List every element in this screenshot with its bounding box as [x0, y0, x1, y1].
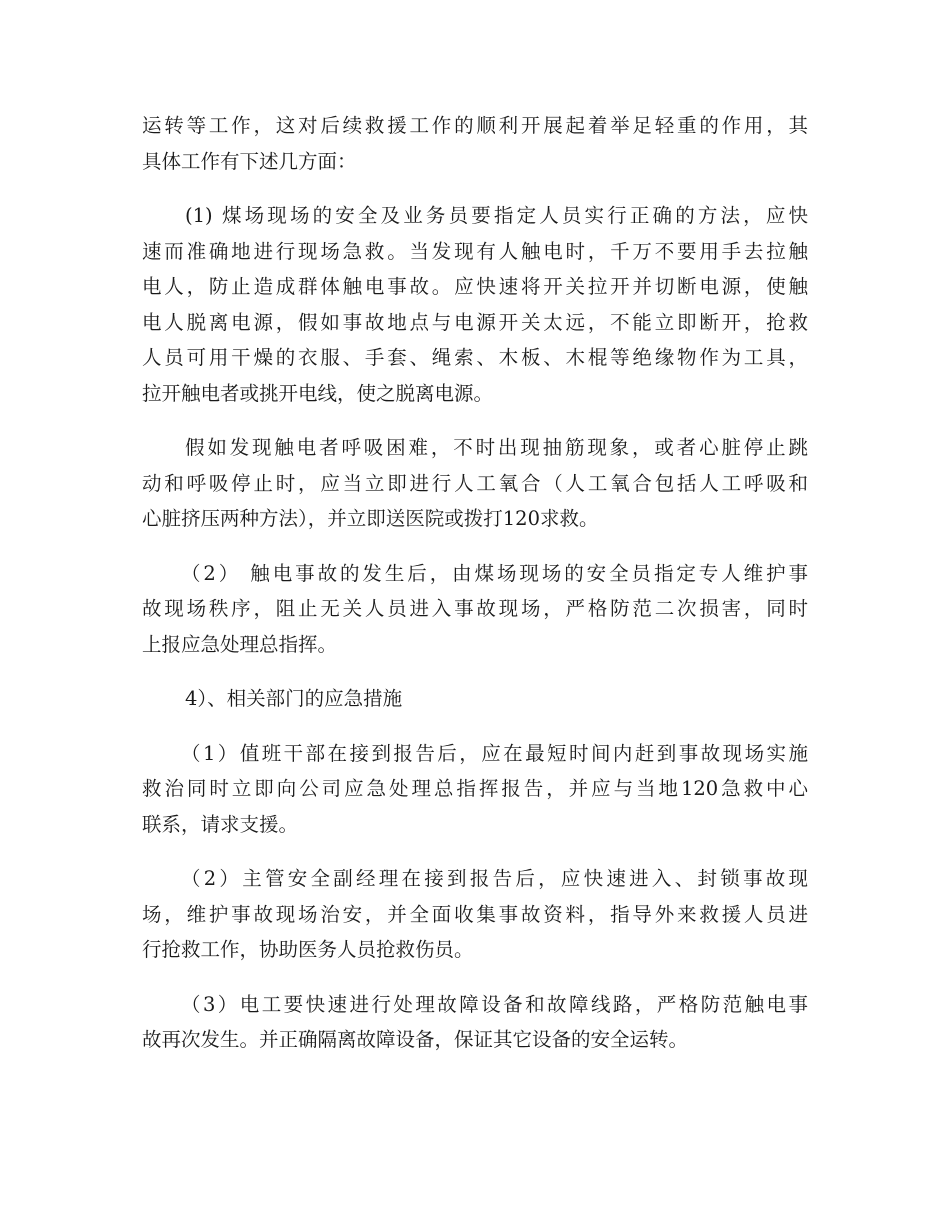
text-line: 心脏挤压两种方法），并立即送医院或拨打120求救。 [142, 507, 599, 530]
text-line: 速而准确地进行现场急救。当发现有人触电时，千万不要用手去拉触 [142, 239, 808, 263]
text-line: 联系，请求支援。 [142, 812, 299, 836]
text-line: （3）电工要快速进行处理故障设备和故障线路，严格防范触电事 [181, 992, 808, 1016]
text-line: 故现场秩序，阻止无关人员进入事故现场，严格防范二次损害，同时 [142, 597, 808, 620]
text-line: 行抢救工作，协助医务人员抢救伤员。 [142, 938, 474, 961]
text-line: 运转等工作，这对后续救援工作的顺利开展起着举足轻重的作用，其 [142, 114, 808, 137]
text-line: （2）主管安全副经理在接到报告后，应快速进入、封锁事故现 [181, 867, 808, 890]
heading-text: 4）、相关部门的应急措施 [185, 687, 403, 710]
text-line: 救治同时立即向公司应急处理总指挥报告，并应与当地120急救中心 [142, 777, 808, 800]
paragraph-duty-officer [142, 736, 808, 843]
paragraph-breathing [142, 430, 808, 537]
text-line: 电人脱离电源，假如事故地点与电源开关太远，不能立即断开，抢救 [142, 310, 808, 334]
text-line: （2） 触电事故的发生后，由煤场现场的安全员指定专人维护事 [181, 561, 808, 585]
text-line: 电人，防止造成群体触电事故。应快速将开关拉开并切断电源，使触 [142, 275, 808, 298]
text-line: 动和呼吸停止时，应当立即进行人工氧合（人工氧合包括人工呼吸和 [142, 471, 808, 495]
paragraph-safety-manager [142, 861, 808, 968]
document-body [142, 108, 808, 1077]
section-heading [142, 681, 808, 717]
paragraph-electrician [142, 987, 808, 1058]
text-line: 拉开触电者或挑开电线，使之脱离电源。 [142, 381, 494, 405]
paragraph-continuation [142, 108, 808, 179]
text-line: （1）值班干部在接到报告后，应在最短时间内赶到事故现场实施 [181, 741, 808, 765]
text-line: 人员可用干燥的衣服、手套、绳索、木板、木棍等绝缘物作为工具， [142, 346, 808, 369]
text-line: (1) 煤场现场的安全及业务员要指定人员实行正确的方法，应快 [185, 204, 808, 227]
paragraph-item-2 [142, 556, 808, 663]
text-line: 上报应急处理总指挥。 [142, 632, 338, 656]
text-line: 故再次发生。并正确隔离故障设备，保证其它设备的安全运转。 [142, 1028, 689, 1051]
text-line: 场，维护事故现场治安，并全面收集事故资料，指导外来救援人员进 [142, 902, 808, 926]
text-line: 具体工作有下述几方面： [142, 149, 357, 173]
text-line: 假如发现触电者呼吸困难，不时出现抽筋现象，或者心脏停止跳 [185, 436, 808, 459]
paragraph-item-1 [142, 198, 808, 411]
